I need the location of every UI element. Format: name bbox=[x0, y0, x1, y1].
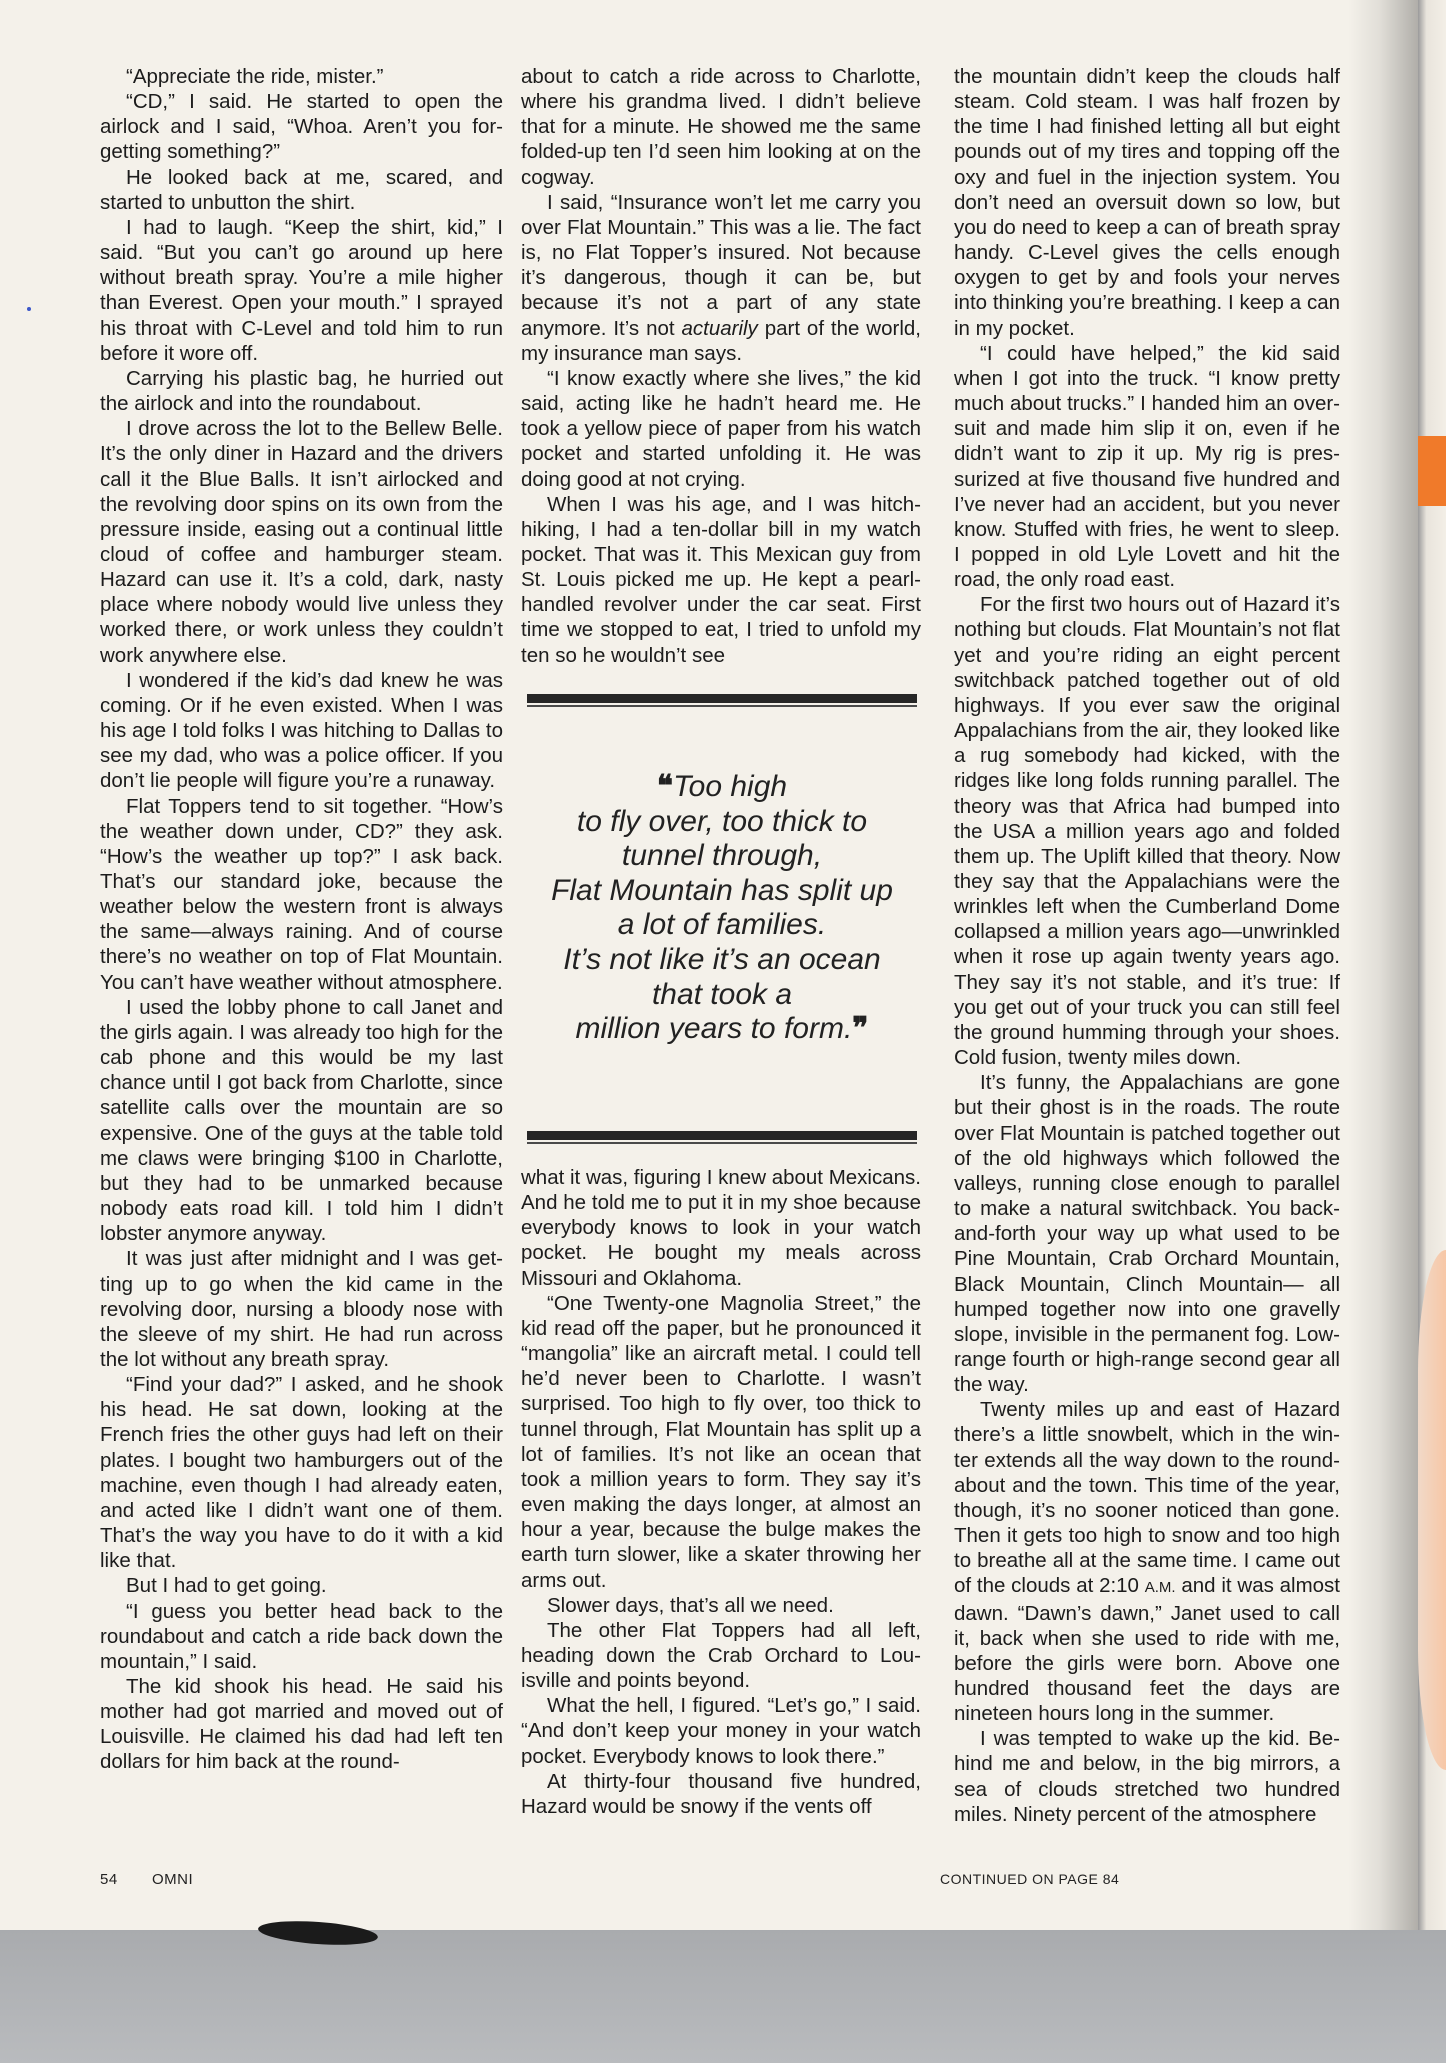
paragraph: It’s funny, the Appalachians are gone but their ghost is in the roads. The route over Flat Mountain is patched together out of the old highways which followed the valleys, running close enough to parallel to make a natural switchback. You back-and-forth your way up what used to be Pine Mountain, Crab Orchard Mountain, Black Mountain, Clinch Mountain— all humped together now into one gravelly slope, invisible in the permanent fog. Low-range fourth or high-range second gear all the way. bbox=[954, 1071, 1340, 1397]
magazine-name: OMNI bbox=[152, 1871, 194, 1888]
pull-quote-bottom-rule bbox=[527, 1131, 917, 1140]
paragraph: It was just after midnight and I was getting up to go when the kid came in the revolving door, nursing a bloody nose with the sleeve of my shirt. He had run across the lot without any breath spray. bbox=[100, 1247, 503, 1371]
paragraph: He looked back at me, scared, and started to unbutton the shirt. bbox=[100, 165, 503, 214]
pull-quote-top-rule bbox=[527, 694, 917, 703]
continued-note: CONTINUED ON PAGE 84 bbox=[940, 1871, 1120, 1887]
pull-quote-line: ❝Too high bbox=[656, 769, 788, 804]
open-quote-mark: ❝ bbox=[656, 769, 674, 804]
pull-quote-lines bbox=[527, 770, 917, 1047]
pull-quote-line: to fly over, too thick to bbox=[576, 804, 868, 838]
paragraph: The kid shook his head. He said his mother had got married and moved out of Louisville. He claimed his dad had left ten dollars for him back at the round- bbox=[100, 1675, 503, 1774]
paragraph: Carrying his plastic bag, he hurried out the airlock and into the roundabout. bbox=[100, 366, 503, 416]
paragraph: Flat Toppers tend to sit together. “How’s the weather down under, CD?” they ask. “How’s the weather up top?” I ask back. That’s our standard joke, because the weather below the western front is always the same—always raining. And of course there’s no weather on top of Flat Mountain. You can’t have weather without atmosphere. bbox=[100, 794, 503, 994]
paragraph: “One Twenty-one Magnolia Street,” the kid read off the paper, but he pronounced it “mangolia” like an aircraft metal. I could tell he’d never been to Charlotte. I wasn’t surprised. Too high to fly over, too thick to tunnel through, Flat Mountain has split up a lot of families. It’s not like an ocean that took a million years to form. They say it’s even making the days longer, at almost an hour a year, because the bulge makes the earth turn slower, like a skater throwing her arms out. bbox=[521, 1291, 921, 1592]
pull-quote-line: that took a bbox=[651, 977, 793, 1011]
paragraph: When I was his age, and I was hitchhiking, I had a ten-dollar bill in my watch pocket. That was it. This Mexican guy from St. Louis picked me up. He kept a pearl-handled revolver under the car seat. First time we stopped to eat, I tried to unfold my ten so he wouldn’t see bbox=[521, 492, 921, 667]
paragraph: I wondered if the kid’s dad knew he was coming. Or if he even existed. When I was his age I told folks I was hitching to Dallas to see my dad, who was a police officer. If you don’t lie people will figure you’re a runaway. bbox=[100, 668, 503, 793]
pull-quote-line: million years to form.❞ bbox=[575, 1011, 869, 1047]
pull-quote-line: a lot of families. bbox=[617, 908, 827, 942]
pull-quote-line: Flat Mountain has split up bbox=[551, 873, 893, 907]
paragraph: I had to laugh. “Keep the shirt, kid,” I said. “But you can’t go around up here without breath spray. You’re a mile higher than Everest. Open your mouth.” I sprayed his throat with C-Level and told him to run before it wore off. bbox=[100, 215, 503, 365]
paragraph: I drove across the lot to the Bellew Belle. It’s the only diner in Hazard and the drivers call it the Blue Balls. It isn’t airlocked and the revolving door spins on its own from the pressure inside, easing out a continual little cloud of coffee and hamburger steam. Hazard can use it. It’s a cold, dark, nasty place where nobody would live unless they worked there, or work unless they couldn’t work anywhere else. bbox=[100, 417, 503, 667]
facing-page-photo-edge bbox=[1418, 1250, 1446, 1770]
paragraph: But I had to get going. bbox=[126, 1574, 327, 1598]
paragraph: At thirty-four thousand five hundred, Hazard would be snowy if the vents off bbox=[521, 1769, 921, 1818]
paragraph: “I guess you better head back to the roundabout and catch a ride back down the mountain,” I said. bbox=[100, 1599, 503, 1673]
paragraph: For the first two hours out of Hazard it’s nothing but clouds. Flat Mountain’s not flat yet and you’re riding an eight percent switchback patched together out of old highways. If you ever saw the original Appalachians from the air, they looked like a rug somebody had kicked, with the ridges like long folds running parallel. The theory was that Africa had bumped into the USA a million years ago and folded them up. The Uplift killed that theory. Now they say that the Appalachians were the wrinkles left when the Cumberland Dome collapsed a million years ago—unwrinkled when it rose up again twenty years ago. They say it’s not stable, and it’s true: If you get out of your truck you can still feel the ground humming through your shoes. Cold fusion, twenty miles down. bbox=[954, 593, 1340, 1070]
paragraph: about to catch a ride across to Charlotte, where his grandma lived. I didn’t believe that for a minute. He showed me the same folded-up ten I’d seen him looking at on the cogway. bbox=[521, 65, 921, 189]
paragraph: Twenty miles up and east of Hazard there’s a little snowbelt, which in the winter extends all the way down to the roundabout and the town. This time of the year, though, it’s no sooner noticed than gone. Then it gets too high to snow and too high to breathe all at the same time. I came out of the clouds at 2:10 A.M. and it was almost dawn. “Dawn’s dawn,” Janet used to call it, back when she used to ride with me, before the girls were born. Above one hundred thousand feet the days are nineteen hours long in the summer. bbox=[954, 1398, 1340, 1726]
close-quote-mark: ❞ bbox=[852, 1011, 869, 1047]
pull-quote-line: It’s not like it’s an ocean bbox=[563, 942, 881, 976]
paragraph: I was tempted to wake up the kid. Behind me and below, in the big mirrors, a sea of clouds stretched two hundred miles. Ninety percent of the atmosphere bbox=[954, 1727, 1340, 1826]
paragraph: Slower days, that’s all we need. bbox=[547, 1593, 834, 1617]
page-gutter-shadow bbox=[1348, 0, 1418, 1930]
paragraph: “Appreciate the ride, mister.” bbox=[126, 65, 384, 88]
text-column-2-lower bbox=[521, 1165, 921, 1819]
text-column-1 bbox=[100, 64, 503, 1775]
scanner-background bbox=[0, 1930, 1446, 2063]
pull-quote-line: tunnel through, bbox=[621, 839, 823, 873]
paragraph: “I could have helped,” the kid said when I got into the truck. “I know pretty much about trucks.” I handed him an oversuit and made him slip it on, even if he didn’t want to zip it up. My rig is pressurized at five thousand five hundred and I’ve never had an accident, but you never know. Stuffed with fries, he went to sleep. I popped in old Lyle Lovett and hit the road, the only road east. bbox=[954, 341, 1340, 592]
page-number: 54 bbox=[100, 1871, 118, 1888]
text-column-3 bbox=[954, 64, 1340, 1827]
paragraph: I said, “Insurance won’t let me carry you over Flat Mountain.” This was a lie. The fact is, no Flat Topper’s insured. Not because it’s dangerous, though it can be, but because it’s not a part of any state anymore. It’s not actuarily part of the world, my insurance man says. bbox=[521, 190, 921, 365]
paragraph: “CD,” I said. He started to open the airlock and I said, “Whoa. Aren’t you forgetting something?” bbox=[100, 90, 503, 164]
paragraph: The other Flat Toppers had all left, heading down the Crab Orchard to Louisville and points beyond. bbox=[521, 1618, 921, 1693]
paragraph: what it was, figuring I knew about Mexicans. And he told me to put it in my shoe because everybody knows to look in your watch pocket. He bought my meals across Missouri and Oklahoma. bbox=[521, 1166, 921, 1290]
text-column-2-upper bbox=[521, 64, 921, 668]
paragraph: “I know exactly where she lives,” the kid said, acting like he hadn’t heard me. He took a yellow piece of paper from his watch pocket and started unfolding it. He was doing good at not crying. bbox=[521, 366, 921, 491]
paragraph: the mountain didn’t keep the clouds half steam. Cold steam. I was half frozen by the time I had finished letting all but eight pounds out of my tires and topping off the oxy and fuel in the injection system. You don’t need an oversuit down so low, but you do need to keep a can of breath spray handy. C-Level gives the cells enough oxygen to get by and fools your nerves into thinking you’re breathing. I keep a can in my pocket. bbox=[954, 65, 1340, 340]
paragraph: “Find your dad?” I asked, and he shook his head. He sat down, looking at the French fries the other guys had left on their plates. I bought two hamburgers out of the machine, even though I had already eaten, and acted like I didn’t want one of them. That’s the way you have to do it with a kid like that. bbox=[100, 1373, 503, 1573]
paragraph: What the hell, I figured. “Let’s go,” I said. “And don’t keep your money in your watch pocket. Everybody knows to look there.” bbox=[521, 1694, 921, 1768]
ink-speck bbox=[27, 307, 31, 311]
paragraph: I used the lobby phone to call Janet and the girls again. I was already too high for the cab phone and this would be my last chance until I got back from Charlotte, since satellite calls over the mountain are so expensive. One of the guys at the table told me claws were bringing $100 in Charlotte, but they had to be unmarked because nobody eats road kill. I told him I didn’t lobster anymore anyway. bbox=[100, 995, 503, 1246]
pull-quote bbox=[527, 770, 917, 1047]
facing-page-orange-mark bbox=[1418, 436, 1446, 506]
